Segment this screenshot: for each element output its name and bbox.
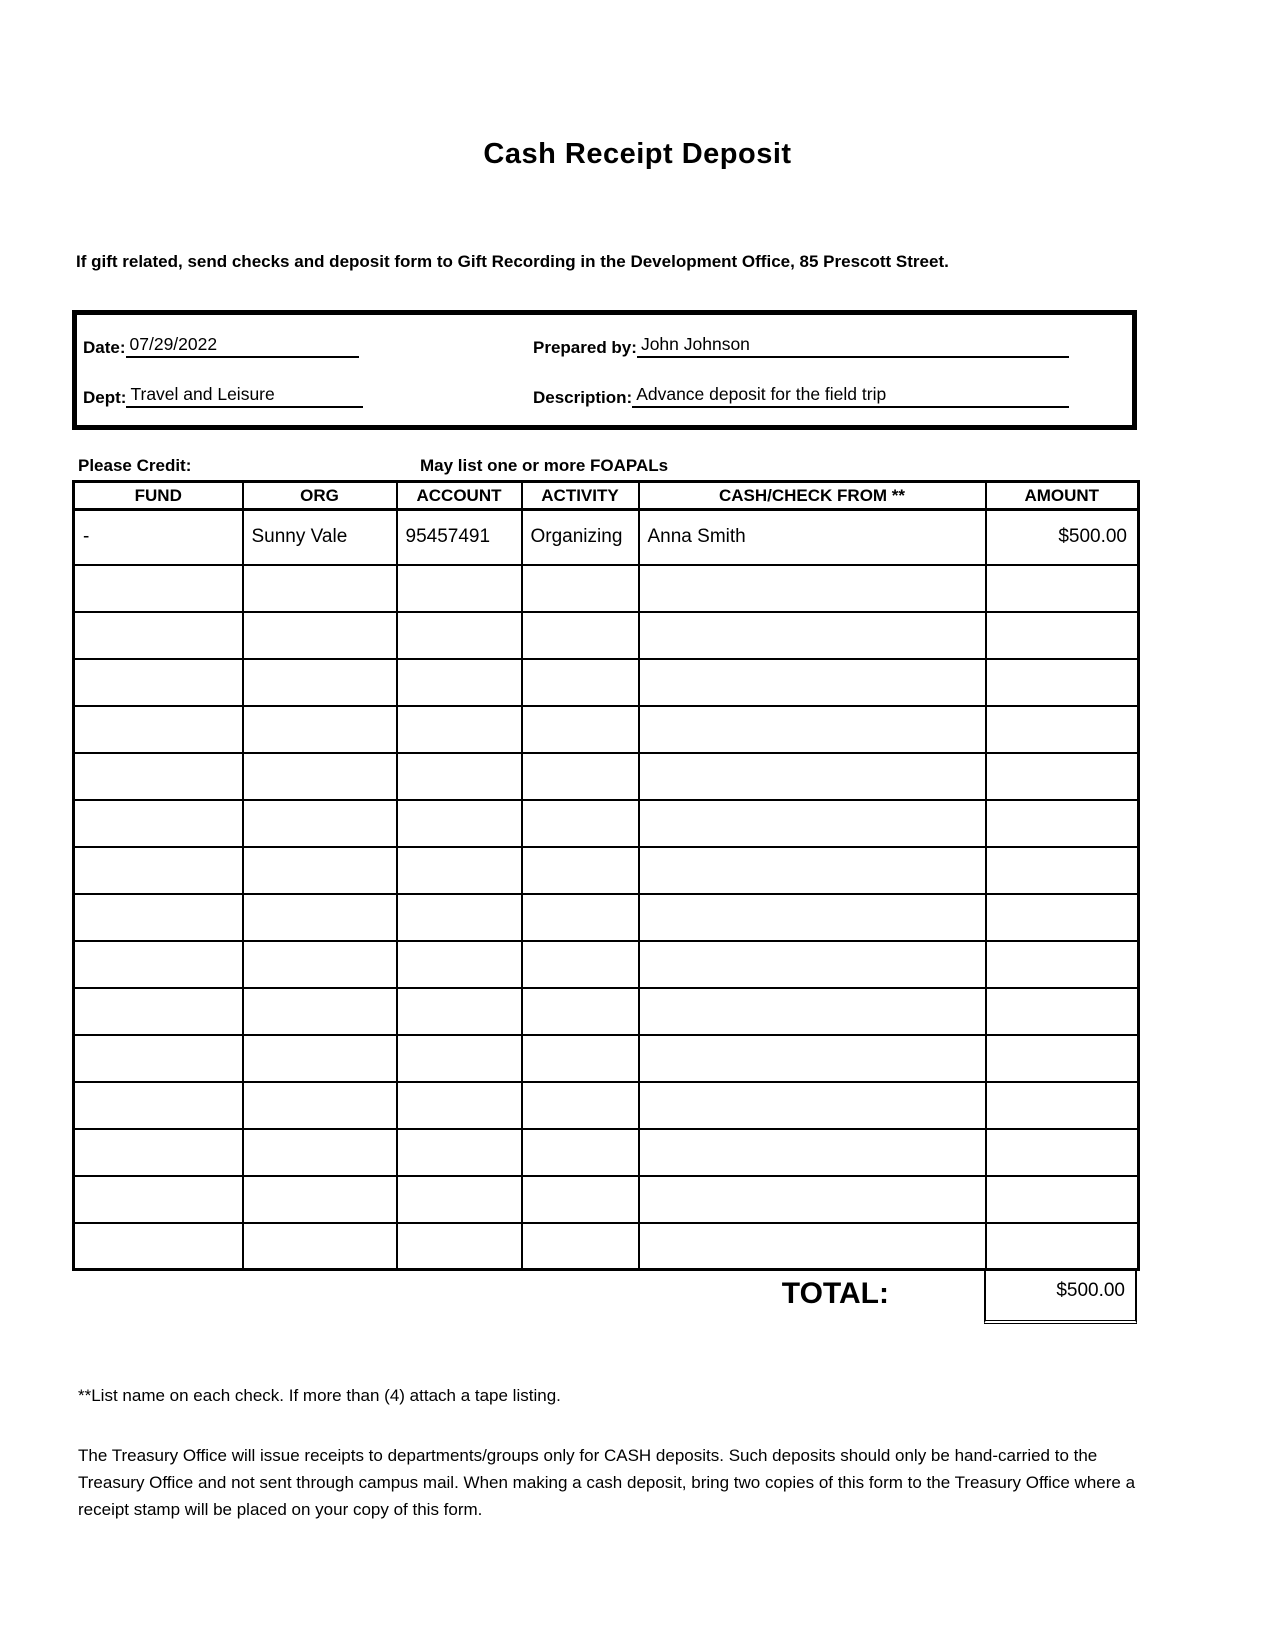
table-cell: [243, 706, 397, 753]
table-cell: [243, 659, 397, 706]
table-cell: [74, 706, 243, 753]
table-cell: [243, 612, 397, 659]
total-row: [72, 1268, 1137, 1324]
table-cell: [397, 753, 522, 800]
table-cell: [639, 1035, 986, 1082]
table-cell: [74, 1129, 243, 1176]
date-value: 07/29/2022: [126, 333, 359, 358]
table-cell: [986, 659, 1139, 706]
header-cell: CASH/CHECK FROM **: [639, 482, 986, 510]
table-cell: [397, 659, 522, 706]
table-row: [74, 1176, 1139, 1223]
table-cell: [397, 565, 522, 612]
table-cell: [986, 1035, 1139, 1082]
table-cell: [74, 659, 243, 706]
table-cell: [74, 753, 243, 800]
table-cell: [243, 1223, 397, 1270]
table-cell: [397, 1176, 522, 1223]
table-cell: [522, 753, 639, 800]
table-cell: [986, 1223, 1139, 1270]
date-field: [83, 333, 359, 358]
table-cell: [639, 800, 986, 847]
info-box: [72, 310, 1137, 430]
table-cell: [639, 753, 986, 800]
table-cell: [639, 1082, 986, 1129]
table-cell: [639, 894, 986, 941]
table-cell: [74, 1223, 243, 1270]
table-row: [74, 988, 1139, 1035]
table-cell: [986, 894, 1139, 941]
table-cell: [397, 847, 522, 894]
table-cell: [243, 1082, 397, 1129]
table-cell: [397, 941, 522, 988]
instruction-text: If gift related, send checks and deposit form to Gift Recording in the Development Office, 85 Prescott Street.: [76, 252, 949, 271]
table-cell: [986, 612, 1139, 659]
table-row: [74, 1223, 1139, 1270]
table-cell: [522, 941, 639, 988]
table-cell: [986, 1176, 1139, 1223]
table-cell: [74, 894, 243, 941]
table-cell: [639, 847, 986, 894]
description-field: [533, 383, 1069, 408]
table-row: [74, 941, 1139, 988]
table-cell: [522, 612, 639, 659]
please-credit-label: Please Credit:: [78, 456, 192, 475]
table-cell: [639, 941, 986, 988]
table-cell: [522, 894, 639, 941]
table-cell: [74, 612, 243, 659]
header-row: [74, 482, 1139, 510]
table-cell: [397, 612, 522, 659]
date-label: Date:: [83, 338, 126, 357]
table-cell: [243, 800, 397, 847]
total-amount: $500.00: [984, 1268, 1137, 1324]
table-cell: [522, 800, 639, 847]
header-cell: ACCOUNT: [397, 482, 522, 510]
table-cell: [74, 1082, 243, 1129]
table-cell: [522, 1082, 639, 1129]
foapal-note: May list one or more FOAPALs: [420, 456, 669, 475]
prepared-by-field: [533, 333, 1069, 358]
table-cell: [397, 1129, 522, 1176]
table-row: [74, 612, 1139, 659]
header-cell: AMOUNT: [986, 482, 1139, 510]
table-cell: [986, 800, 1139, 847]
table-cell: [74, 565, 243, 612]
table-cell: [522, 988, 639, 1035]
table-cell: [243, 1129, 397, 1176]
table-cell: [243, 894, 397, 941]
table-cell: [639, 706, 986, 753]
table-cell: [639, 988, 986, 1035]
table-cell: [522, 706, 639, 753]
deposit-table-body: [74, 510, 1139, 1270]
table-cell: [74, 1035, 243, 1082]
table-cell: [397, 988, 522, 1035]
page-title: Cash Receipt Deposit: [483, 138, 792, 170]
table-row: [74, 847, 1139, 894]
table-cell: [74, 1176, 243, 1223]
table-cell: [522, 565, 639, 612]
table-row: [74, 510, 1139, 565]
header-cell: ORG: [243, 482, 397, 510]
table-cell: [397, 894, 522, 941]
table-cell: [397, 1223, 522, 1270]
table-cell: [522, 1129, 639, 1176]
table-row: [74, 753, 1139, 800]
table-cell: [986, 753, 1139, 800]
prepared-by-label: Prepared by:: [533, 338, 637, 357]
table-cell: [74, 941, 243, 988]
table-cell: [639, 1129, 986, 1176]
table-cell: [243, 988, 397, 1035]
description-label: Description:: [533, 388, 633, 407]
table-cell: [522, 1035, 639, 1082]
table-row: [74, 894, 1139, 941]
description-value: Advance deposit for the field trip: [632, 383, 1069, 408]
header-cell: ACTIVITY: [522, 482, 639, 510]
table-row: [74, 706, 1139, 753]
table-cell: [397, 1082, 522, 1129]
table-cell: [639, 1223, 986, 1270]
table-cell: [522, 1223, 639, 1270]
table-cell: [74, 847, 243, 894]
dept-label: Dept:: [83, 388, 127, 407]
table-cell: [639, 659, 986, 706]
table-cell: [397, 800, 522, 847]
table-cell: [74, 988, 243, 1035]
table-cell: [243, 847, 397, 894]
table-cell: [986, 565, 1139, 612]
table-cell: [986, 1082, 1139, 1129]
table-cell: [243, 753, 397, 800]
treasury-paragraph: The Treasury Office will issue receipts to departments/groups only for CASH deposits. Such deposits should only be hand-carried to the Treasury Office and not sent through campus mail. When making a cash deposit, bring two copies of this form to the Treasury Office where a receipt stamp will be placed on your copy of this form.: [78, 1446, 1136, 1519]
footnote: **List name on each check. If more than (4) attach a tape listing.: [78, 1386, 561, 1405]
table-cell: [986, 847, 1139, 894]
table-cell: [243, 941, 397, 988]
table-cell: [522, 847, 639, 894]
table-cell: [522, 659, 639, 706]
table-row: [74, 659, 1139, 706]
table-row: [74, 800, 1139, 847]
table-cell: Sunny Vale: [243, 510, 397, 565]
table-cell: [639, 1176, 986, 1223]
table-cell: [639, 565, 986, 612]
table-cell: -: [74, 510, 243, 565]
deposit-table-header: [74, 482, 1139, 510]
dept-value: Travel and Leisure: [126, 383, 363, 408]
table-cell: [986, 941, 1139, 988]
table-cell: [243, 565, 397, 612]
table-cell: [397, 1035, 522, 1082]
dept-field: [83, 383, 363, 408]
table-cell: $500.00: [986, 510, 1139, 565]
prepared-by-value: John Johnson: [637, 333, 1069, 358]
table-cell: [243, 1035, 397, 1082]
table-cell: [986, 706, 1139, 753]
table-row: [74, 565, 1139, 612]
header-cell: FUND: [74, 482, 243, 510]
table-cell: [74, 800, 243, 847]
table-cell: 95457491: [397, 510, 522, 565]
table-cell: Anna Smith: [639, 510, 986, 565]
total-label: TOTAL:: [781, 1277, 889, 1310]
credit-line: [78, 456, 668, 476]
table-cell: [522, 1176, 639, 1223]
table-cell: [986, 1129, 1139, 1176]
table-row: [74, 1129, 1139, 1176]
table-cell: [986, 988, 1139, 1035]
deposit-table: [72, 480, 1140, 1271]
table-cell: Organizing: [522, 510, 639, 565]
table-cell: [397, 706, 522, 753]
table-row: [74, 1082, 1139, 1129]
table-cell: [639, 612, 986, 659]
table-row: [74, 1035, 1139, 1082]
table-cell: [243, 1176, 397, 1223]
